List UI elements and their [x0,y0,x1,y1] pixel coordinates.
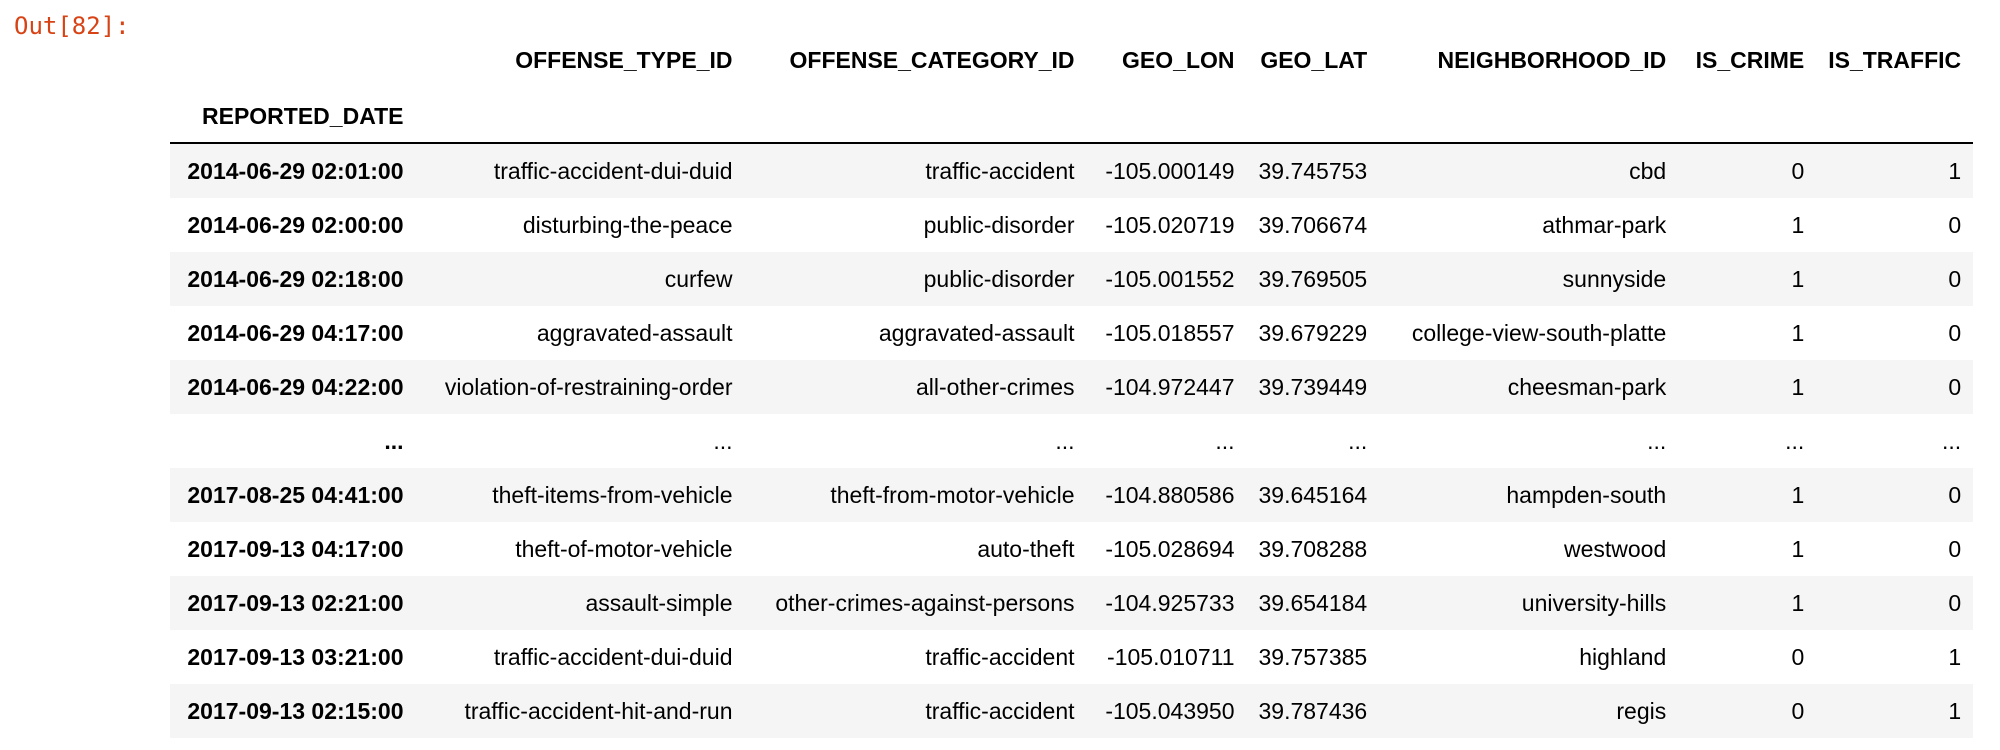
table-cell: curfew [664,265,733,292]
table-cell: 39.679229 [1258,319,1368,346]
row-index-cell: 2017-09-13 02:15:00 [187,697,404,724]
table-cell: 1 [1791,535,1805,562]
empty-header-cell [1087,90,1247,143]
empty-header-cell [1816,90,1973,143]
row-index-cell: ... [384,427,404,454]
table-cell: 39.706674 [1258,211,1368,238]
index-name-row [170,90,1973,143]
table-cell: 0 [1791,697,1805,724]
table-cell: aggravated-assault [536,319,733,346]
table-cell: 39.745753 [1258,157,1368,184]
table-cell: 0 [1791,157,1805,184]
dataframe-output [170,30,1973,738]
table-cell: 39.787436 [1258,697,1368,724]
table-cell: 1 [1791,589,1805,616]
table-cell: 0 [1948,373,1962,400]
table-cell: cbd [1629,157,1667,184]
table-cell: hampden-south [1506,481,1667,508]
table-cell: 0 [1948,319,1962,346]
table-cell: aggravated-assault [878,319,1075,346]
table-cell: traffic-accident [925,643,1075,670]
table-cell: 0 [1948,211,1962,238]
table-cell: -105.043950 [1105,697,1235,724]
table-cell: disturbing-the-peace [522,211,733,238]
table-cell: 39.769505 [1258,265,1368,292]
row-index-cell: 2014-06-29 04:17:00 [187,319,404,346]
column-header: GEO_LAT [1260,46,1368,73]
table-cell: 39.739449 [1258,373,1368,400]
row-index-cell: 2014-06-29 02:01:00 [187,157,404,184]
table-cell: 0 [1791,643,1805,670]
table-cell: 1 [1948,643,1962,670]
table-cell: 1 [1791,373,1805,400]
table-cell: 1 [1791,319,1805,346]
table-row [170,360,1973,414]
table-cell: theft-from-motor-vehicle [830,481,1075,508]
column-header: OFFENSE_CATEGORY_ID [789,46,1075,73]
row-index-cell: 2014-06-29 02:00:00 [187,211,404,238]
table-cell: 1 [1791,211,1805,238]
empty-header-cell [1247,90,1380,143]
row-index-cell: 2014-06-29 04:22:00 [187,373,404,400]
table-cell: -104.925733 [1105,589,1235,616]
table-cell: other-crimes-against-persons [775,589,1075,616]
index-corner-cell [170,30,416,90]
table-row [170,684,1973,738]
column-header-row [170,30,1973,90]
table-cell: 39.757385 [1258,643,1368,670]
table-cell: 39.654184 [1258,589,1368,616]
output-prompt: Out[82]: [14,12,130,40]
table-cell: 0 [1948,265,1962,292]
table-row [170,522,1973,576]
table-cell: athmar-park [1542,211,1667,238]
table-cell: 39.645164 [1258,481,1368,508]
table-cell: traffic-accident [925,697,1075,724]
table-cell: university-hills [1521,589,1667,616]
row-index-cell: 2017-09-13 02:21:00 [187,589,404,616]
table-cell: ... [1941,427,1962,454]
index-name: REPORTED_DATE [170,90,416,143]
row-index-cell: 2017-09-13 04:17:00 [187,535,404,562]
table-cell: sunnyside [1562,265,1667,292]
table-cell: 0 [1948,481,1962,508]
table-cell: ... [1785,427,1805,454]
table-cell: ... [1348,427,1368,454]
row-index-cell: 2017-09-13 03:21:00 [187,643,404,670]
table-cell: 1 [1791,265,1805,292]
empty-header-cell [745,90,1087,143]
table-row [170,198,1973,252]
empty-header-cell [1678,90,1816,143]
table-row [170,576,1973,630]
table-cell: auto-theft [977,535,1075,562]
table-row [170,414,1973,468]
table-row [170,252,1973,306]
table-cell: 1 [1948,697,1962,724]
table-cell: public-disorder [923,265,1075,292]
row-index-cell: 2014-06-29 02:18:00 [187,265,404,292]
table-row [170,306,1973,360]
table-row [170,630,1973,684]
column-header: IS_CRIME [1695,46,1805,73]
table-cell: traffic-accident-hit-and-run [464,697,733,724]
table-cell: 0 [1948,535,1962,562]
table-cell: all-other-crimes [916,373,1075,400]
table-cell: -105.001552 [1105,265,1235,292]
table-cell: ... [1055,427,1075,454]
table-cell: -105.028694 [1105,535,1235,562]
column-header: GEO_LON [1122,46,1235,73]
table-cell: ... [713,427,733,454]
table-body [170,143,1973,738]
empty-header-cell [416,90,745,143]
table-cell: theft-of-motor-vehicle [515,535,733,562]
table-cell: -105.000149 [1105,157,1235,184]
dataframe-table [170,30,1973,738]
table-cell: -105.018557 [1105,319,1235,346]
column-header: IS_TRAFFIC [1828,46,1962,73]
table-cell: traffic-accident [925,157,1075,184]
table-cell: -104.880586 [1105,481,1235,508]
table-cell: -104.972447 [1105,373,1235,400]
table-cell: 0 [1948,589,1962,616]
column-header: NEIGHBORHOOD_ID [1437,46,1667,73]
table-cell: ... [1647,427,1667,454]
table-cell: cheesman-park [1507,373,1667,400]
row-index-cell: 2017-08-25 04:41:00 [187,481,404,508]
table-cell: regis [1616,697,1667,724]
column-header: OFFENSE_TYPE_ID [515,46,733,73]
table-cell: 1 [1948,157,1962,184]
table-cell: -105.020719 [1105,211,1235,238]
table-cell: theft-items-from-vehicle [492,481,733,508]
table-cell: traffic-accident-dui-duid [493,643,733,670]
empty-header-cell [1379,90,1678,143]
table-row [170,468,1973,522]
table-cell: public-disorder [923,211,1075,238]
table-cell: assault-simple [585,589,733,616]
table-cell: westwood [1563,535,1667,562]
table-cell: 39.708288 [1258,535,1368,562]
table-row [170,143,1973,198]
table-cell: violation-of-restraining-order [444,373,733,400]
table-cell: college-view-south-platte [1411,319,1667,346]
table-cell: -105.010711 [1107,643,1235,670]
table-cell: highland [1579,643,1667,670]
table-cell: 1 [1791,481,1805,508]
table-cell: traffic-accident-dui-duid [493,157,733,184]
table-cell: ... [1215,427,1235,454]
